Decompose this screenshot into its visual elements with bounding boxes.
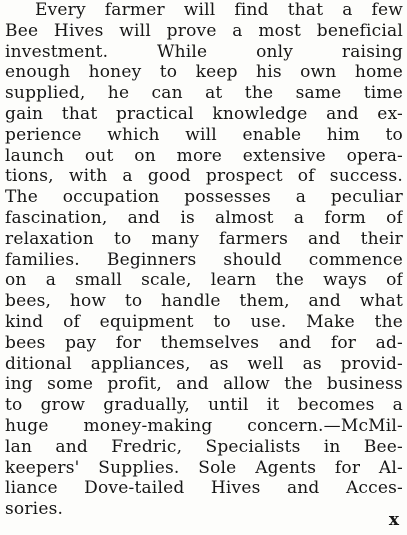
article-line: kind of equipment to use. Make the [5, 311, 403, 332]
article-line: on a small scale, learn the ways of [5, 270, 403, 291]
article-line: sories. [5, 499, 64, 520]
article-line: supplied, he can at the same time [5, 83, 403, 104]
article-line: Every farmer will find that a few [35, 0, 403, 20]
article-line: fascination, and is almost a form of [5, 207, 403, 228]
article-body [5, 0, 403, 520]
article-line: enough honey to keep his own home [5, 62, 403, 83]
article-line: ditional appliances, as well as provid- [5, 353, 403, 374]
article-line: The occupation possesses a peculiar [5, 187, 403, 208]
article-line: keepers' Supplies. Sole Agents for Al- [5, 457, 403, 478]
article-line: Bee Hives will prove a most beneficial [5, 20, 403, 41]
article-line: investment. While only raising [5, 41, 403, 62]
article-line: tions, with a good prospect of success. [5, 166, 403, 187]
article-line: relaxation to many farmers and their [5, 228, 403, 249]
end-mark: x [388, 510, 399, 530]
article-line: perience which will enable him to [5, 124, 403, 145]
article-line: lan and Fredric, Specialists in Bee- [5, 436, 403, 457]
article-line: bees pay for themselves and for ad- [5, 332, 403, 353]
article-line: bees, how to handle them, and what [5, 291, 403, 312]
article-line: liance Dove-tailed Hives and Acces- [5, 478, 403, 499]
article-line: huge money-making concern.—McMil- [5, 415, 403, 436]
article-line: to grow gradually, until it becomes a [5, 395, 403, 416]
article-line: families. Beginners should commence [5, 249, 403, 270]
article-line: launch out on more extensive opera- [5, 145, 403, 166]
article-line: gain that practical knowledge and ex- [5, 103, 403, 124]
article-line: ing some profit, and allow the business [5, 374, 403, 395]
